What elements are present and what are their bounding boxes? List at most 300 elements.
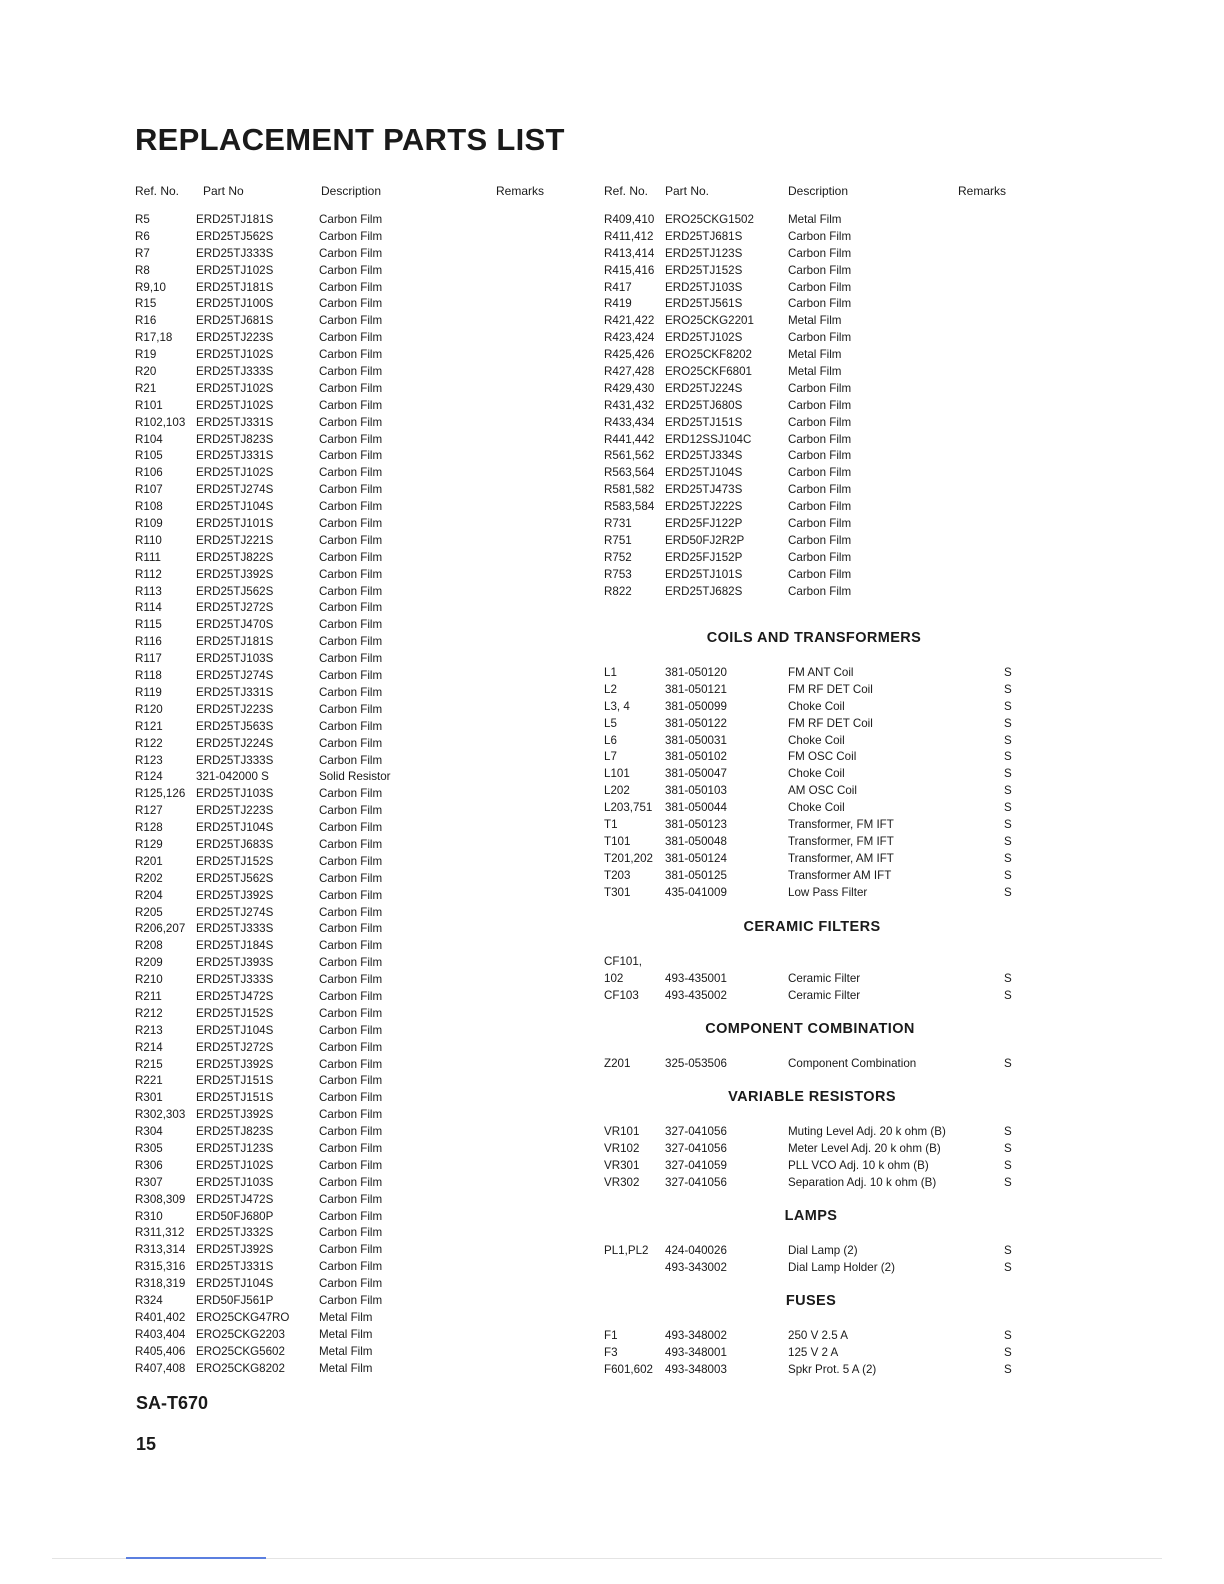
cell-rem: S [1004,1057,1012,1070]
cell-ref: L203,751 [604,801,653,815]
table-row [135,448,555,465]
cell-ref: R9,10 [135,280,166,294]
cell-part: ERD25TJ103S [196,787,274,801]
cell-part: ERD25TJ563S [196,719,274,733]
cell-desc: Carbon Film [319,1226,383,1240]
cell-part: ERD25TJ151S [196,1091,274,1105]
cell-desc: Carbon Film [788,550,852,564]
table-row [604,229,1024,246]
cell-desc: Carbon Film [319,973,383,987]
cell-rem: S [1004,1125,1012,1138]
cell-desc: Choke Coil [788,767,845,781]
cell-ref: R201 [135,854,163,868]
cell-ref: R429,430 [604,381,655,395]
variable-table [604,1124,1024,1192]
cell-desc: Carbon Film [788,263,852,277]
cell-ref: R302,303 [135,1108,186,1122]
table-row [604,584,1024,601]
cell-part: ERD50FJ2R2P [665,533,745,547]
cell-part: ERD25TJ102S [196,381,274,395]
cell-part: ERD25TJ472S [196,1192,274,1206]
cell-part: ERD25TJ272S [196,601,274,615]
cell-part: 381-050044 [665,801,727,815]
cell-part: ERD25FJ152P [665,550,743,564]
table-row [135,989,555,1006]
table-row [604,1158,1024,1175]
header-remarks-right: Remarks [958,184,1007,198]
cell-ref: R413,414 [604,246,655,260]
cell-part: ERD25TJ562S [196,229,274,243]
cell-part: 321-042000 S [196,770,269,784]
table-row [135,1242,555,1259]
cell-part: ERD25TJ102S [196,348,274,362]
table-row [135,651,555,668]
cell-rem: S [1004,1175,1012,1189]
cell-ref: L202 [604,784,630,798]
cell-ref: R419 [604,297,632,311]
cell-desc: Carbon Film [788,500,852,514]
cell-desc: Carbon Film [319,719,383,733]
cell-desc: Carbon Film [319,1192,383,1206]
cell-desc: Carbon Film [319,871,383,885]
table-row [604,567,1024,584]
cell-ref: R417 [604,280,632,294]
table-row [135,837,555,854]
cell-ref: R19 [135,348,157,362]
cell-desc: Carbon Film [319,280,383,294]
header-desc-right: Description [788,184,849,198]
cell-part: ERD25TJ333S [196,753,274,767]
table-row [604,988,1024,1005]
cell-part: ERD25TJ683S [196,837,274,851]
section-heading-component: COMPONENT COMBINATION [705,1021,915,1037]
cell-part: 381-050124 [665,851,727,865]
table-row [604,783,1024,800]
table-row [135,415,555,432]
section-heading-fuses: FUSES [785,1293,837,1309]
cell-desc: Carbon Film [788,331,852,345]
cell-desc: Carbon Film [319,1108,383,1122]
cell-ref: R206,207 [135,922,186,936]
table-row [135,719,555,736]
table-row [135,955,555,972]
table-row [604,313,1024,330]
cell-ref: L3, 4 [604,699,630,713]
cell-part: ERD25TJ224S [196,736,274,750]
cell-desc: Dial Lamp (2) [788,1244,858,1257]
cell-rem: S [1004,885,1012,899]
cell-part: 493-343002 [665,1260,727,1274]
cell-ref: R581,582 [604,483,655,497]
cell-ref: R122 [135,736,163,750]
table-row [604,733,1024,750]
cell-part: ERD25TJ822S [196,550,274,564]
table-row [135,1259,555,1276]
cell-desc: Metal Film [319,1361,373,1375]
cell-ref: R211 [135,989,162,1003]
cell-ref: R21 [135,381,157,395]
cell-desc: Carbon Film [319,1125,383,1139]
cell-ref: L7 [604,750,617,764]
table-row [604,716,1024,733]
cell-ref: R119 [135,685,162,699]
table-row [604,516,1024,533]
cell-part: ERD25TJ223S [196,702,274,716]
cell-part: ERD25TJ681S [665,229,743,243]
cell-ref: R102,103 [135,415,186,429]
right-resistor-table [604,212,1024,600]
cell-part: ERD25TJ682S [665,584,743,598]
table-row [135,550,555,567]
cell-desc: Metal Film [788,365,842,379]
table-row [135,938,555,955]
cell-part: ERD25TJ823S [196,432,274,446]
cell-ref: F1 [604,1329,618,1342]
cell-ref: VR302 [604,1175,640,1189]
table-row [604,280,1024,297]
cell-part: ERD25TJ102S [196,466,274,480]
cell-ref: R111 [135,550,161,564]
cell-ref: R421,422 [604,314,655,328]
cell-part: ERD25TJ473S [665,483,743,497]
cell-ref: PL1,PL2 [604,1244,649,1257]
cell-desc: Metal Film [788,348,842,362]
table-row [135,1361,555,1378]
cell-desc: Meter Level Adj. 20 k ohm (B) [788,1141,941,1155]
cell-rem: S [1004,784,1012,798]
cell-ref: R315,316 [135,1260,186,1274]
cell-ref: R563,564 [604,466,655,480]
cell-ref: R431,432 [604,398,655,412]
cell-desc: Carbon Film [319,398,383,412]
cell-part: ERD25TJ681S [196,314,274,328]
cell-part: 381-050048 [665,834,727,848]
header-part-right: Part No. [665,184,710,198]
table-row [135,1141,555,1158]
cell-rem: S [1004,767,1012,781]
cell-ref: R116 [135,635,162,649]
cell-ref: CF103 [604,988,639,1002]
cell-ref: R113 [135,584,162,598]
cell-part: ERD25TJ101S [196,517,274,531]
cell-part: ERD25TJ224S [665,381,743,395]
cell-desc: Carbon Film [319,1158,383,1172]
table-row [135,634,555,651]
table-row [135,330,555,347]
cell-part: ERD25TJ470S [196,618,274,632]
cell-part: ERD25TJ331S [196,449,274,463]
cell-desc: Carbon Film [319,854,383,868]
cell-desc: Carbon Film [319,213,383,226]
cell-rem: S [1004,818,1012,832]
table-row [604,868,1024,885]
table-row [135,465,555,482]
ceramic-table [604,954,1024,1005]
cell-part: ERD25TJ104S [665,466,743,480]
cell-ref: L2 [604,682,617,696]
table-row [135,753,555,770]
cell-desc: 125 V 2 A [788,1345,839,1359]
cell-ref: T201,202 [604,851,653,865]
model-number: SA-T670 [136,1393,209,1413]
cell-ref: R212 [135,1006,163,1020]
cell-ref: VR102 [604,1141,640,1155]
cell-part: ERD25TJ393S [196,956,274,970]
cell-ref: R107 [135,483,163,497]
cell-desc: Carbon Film [319,837,383,851]
cell-desc: Transformer, FM IFT [788,834,894,848]
table-row [135,296,555,313]
cell-ref: R109 [135,517,163,531]
cell-ref: R128 [135,821,163,835]
cell-part: 327-041056 [665,1175,727,1189]
table-row [135,280,555,297]
table-row [604,330,1024,347]
cell-rem: S [1004,1158,1012,1172]
table-row [135,820,555,837]
cell-desc: Carbon Film [319,483,383,497]
cell-ref: R17,18 [135,331,173,345]
table-row [604,499,1024,516]
cell-ref: L5 [604,716,617,730]
cell-desc: Carbon Film [319,331,383,345]
table-row [135,1276,555,1293]
table-row [604,398,1024,415]
cell-part: ERD25TJ103S [196,1175,274,1189]
cell-desc: Carbon Film [319,415,383,429]
table-row [135,803,555,820]
cell-desc: Carbon Film [319,702,383,716]
cell-desc: Carbon Film [788,229,852,243]
cell-desc: Carbon Film [319,1057,383,1071]
table-row [604,851,1024,868]
cell-rem: S [1004,666,1012,679]
cell-ref: R125,126 [135,787,186,801]
section-heading-variable: VARIABLE RESISTORS [728,1089,896,1105]
cell-desc: Carbon Film [319,365,383,379]
header-ref-left: Ref. No. [135,184,180,198]
table-row [135,1057,555,1074]
cell-desc: Carbon Film [788,432,852,446]
cell-part: ERD25TJ223S [196,331,274,345]
cell-desc: Ceramic Filter [788,971,861,985]
cell-ref: R127 [135,804,163,818]
cell-part: ERD25TJ102S [196,263,274,277]
table-row [135,533,555,550]
cell-ref: R121 [135,719,163,733]
cell-ref: R311,312 [135,1226,185,1240]
cell-desc: Ceramic Filter [788,988,861,1002]
cell-part: ERD25TJ331S [196,415,274,429]
cell-desc: Carbon Film [319,1006,383,1020]
table-row [135,921,555,938]
table-row [135,229,555,246]
fuses-table [604,1328,1024,1379]
footer-accent-bar [126,1557,266,1559]
cell-part: ERD25TJ823S [196,1125,274,1139]
cell-part: ERD25TJ274S [196,905,274,919]
table-row [604,432,1024,449]
table-row [604,482,1024,499]
cell-desc: Component Combination [788,1057,917,1070]
cell-desc: Metal Film [788,314,842,328]
cell-desc: Separation Adj. 10 k ohm (B) [788,1175,937,1189]
cell-part: ERD25TJ181S [196,635,274,649]
cell-desc: Carbon Film [319,736,383,750]
table-row [135,1225,555,1242]
cell-part: 381-050122 [665,716,727,730]
cell-desc: Carbon Film [319,533,383,547]
cell-ref: R441,442 [604,432,655,446]
cell-desc: Spkr Prot. 5 A (2) [788,1362,877,1376]
cell-desc: Carbon Film [319,989,383,1003]
cell-rem: S [1004,868,1012,882]
cell-part: ERD25TJ392S [196,1243,274,1257]
cell-desc: FM ANT Coil [788,666,854,679]
cell-ref: R208 [135,939,163,953]
cell-desc: Metal Film [319,1310,373,1324]
table-row [135,263,555,280]
cell-part: 381-050099 [665,699,727,713]
cell-desc: Muting Level Adj. 20 k ohm (B) [788,1125,946,1138]
cell-ref: CF101, [604,955,643,968]
cell-rem: S [1004,1329,1012,1342]
table-row [604,533,1024,550]
cell-rem: S [1004,733,1012,747]
cell-desc: Carbon Film [788,517,852,531]
cell-rem: S [1004,971,1012,985]
cell-ref: R202 [135,871,163,885]
cell-desc: Carbon Film [319,888,383,902]
table-row [604,1243,1024,1260]
cell-desc: Carbon Film [319,804,383,818]
cell-part: ERD25TJ104S [196,500,274,514]
cell-desc: Carbon Film [319,821,383,835]
cell-desc: Metal Film [788,213,842,226]
table-row [135,736,555,753]
cell-ref: R114 [135,601,162,615]
cell-desc: Low Pass Filter [788,885,868,899]
cell-ref: R204 [135,888,163,902]
cell-part: 325-053506 [665,1057,727,1070]
cell-ref: R401,402 [135,1310,186,1324]
cell-part: ERD25TJ184S [196,939,274,953]
cell-ref: L1 [604,666,617,679]
cell-part: ERD50FJ561P [196,1294,274,1307]
table-row [604,971,1024,988]
cell-desc: Carbon Film [319,618,383,632]
table-row [135,313,555,330]
cell-ref: R561,562 [604,449,655,463]
table-row [604,448,1024,465]
table-row [135,212,555,229]
table-row [604,800,1024,817]
cell-ref: R20 [135,365,157,379]
table-row [604,1056,1024,1073]
cell-desc: Carbon Film [319,1074,383,1088]
cell-desc: Dial Lamp Holder (2) [788,1260,895,1274]
cell-ref: R425,426 [604,348,655,362]
table-row [135,769,555,786]
cell-ref: R110 [135,533,162,547]
cell-ref: R583,584 [604,500,655,514]
cell-part: 435-041009 [665,885,727,899]
cell-ref: R306 [135,1158,163,1172]
cell-desc: Solid Resistor [319,770,391,784]
table-row [604,415,1024,432]
cell-part: ERD25TJ333S [196,973,274,987]
cell-ref: R124 [135,770,163,784]
cell-desc: Carbon Film [319,1023,383,1037]
cell-part: ERD25TJ331S [196,685,274,699]
cell-ref: R101 [135,398,163,412]
cell-part: ERD25TJ472S [196,989,274,1003]
cell-part: ERD25TJ392S [196,567,274,581]
cell-ref: R129 [135,837,163,851]
cell-part: ERD25TJ562S [196,584,274,598]
cell-desc: Carbon Film [788,449,852,463]
cell-ref: VR301 [604,1158,640,1172]
cell-ref: R120 [135,702,163,716]
cell-desc: Transformer, FM IFT [788,818,894,832]
cell-ref: R753 [604,567,632,581]
cell-desc: Carbon Film [788,280,852,294]
table-row [135,668,555,685]
cell-desc: Carbon Film [319,956,383,970]
cell-part: ERD25TJ151S [665,415,743,429]
table-row [604,1328,1024,1345]
cell-part: ERD25TJ104S [196,1023,274,1037]
cell-part: 327-041056 [665,1141,727,1155]
cell-desc: 250 V 2.5 A [788,1329,848,1342]
cell-part: 493-348003 [665,1362,727,1376]
cell-rem: S [1004,682,1012,696]
cell-ref: R112 [135,567,162,581]
table-row [135,1327,555,1344]
cell-ref: R324 [135,1294,163,1307]
cell-desc: Carbon Film [319,1277,383,1291]
table-row [135,398,555,415]
cell-ref: R433,434 [604,415,655,429]
cell-rem: S [1004,1141,1012,1155]
cell-part: ERD25TJ221S [196,533,274,547]
cell-part: 381-050102 [665,750,727,764]
cell-ref: R15 [135,297,157,311]
table-row [135,905,555,922]
cell-desc: Carbon Film [319,685,383,699]
cell-part: ERD25TJ104S [196,1277,274,1291]
cell-ref: R731 [604,517,632,531]
cell-part: 381-050125 [665,868,727,882]
header-remarks-left: Remarks [496,184,545,198]
cell-ref: R213 [135,1023,163,1037]
cell-part: ERD25TJ152S [196,1006,274,1020]
cell-part: ERD25TJ333S [196,246,274,260]
cell-part: 381-050047 [665,767,727,781]
table-row [135,347,555,364]
table-row [135,786,555,803]
table-row [604,263,1024,280]
table-row [604,834,1024,851]
cell-part: ERD25FJ122P [665,517,743,531]
cell-ref: R423,424 [604,331,655,345]
cell-part: ERO25CKF8202 [665,348,752,362]
cell-part: ERD25TJ332S [196,1226,274,1240]
cell-desc: Transformer, AM IFT [788,851,894,865]
cell-desc: Metal Film [319,1344,373,1358]
cell-ref: F3 [604,1345,618,1359]
cell-desc: Carbon Film [319,550,383,564]
